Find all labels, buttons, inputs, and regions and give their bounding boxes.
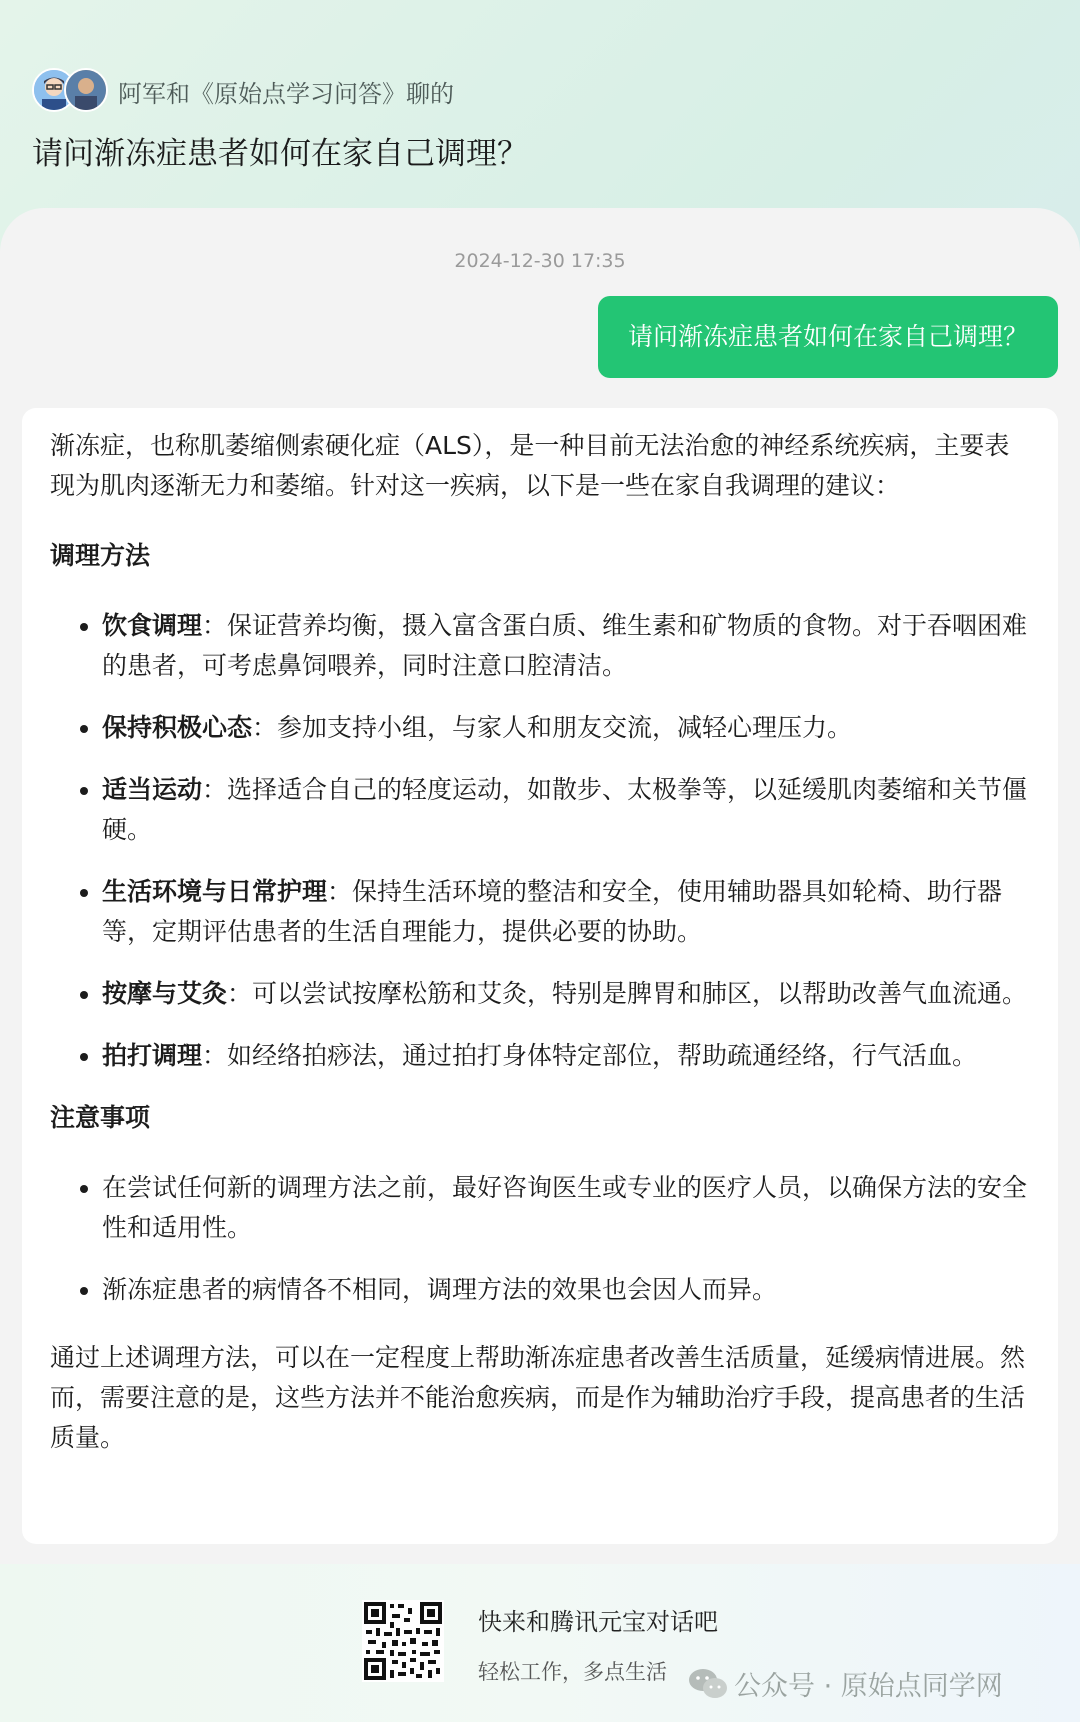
user-message-bubble[interactable]: 请问渐冻症患者如何在家自己调理？ <box>598 296 1058 378</box>
item-term: 拍打调理 <box>102 1041 203 1070</box>
item-text: ：保证营养均衡，摄入富含蛋白质、维生素和矿物质的食物。对于吞咽困难的患者，可考虑鼻饲喂养，同时注意口腔清洁。 <box>102 611 1028 680</box>
list-item: • 在尝试任何新的调理方法之前，最好咨询医生或专业的医疗人员，以确保方法的安全性和适用性。 <box>102 1168 1028 1248</box>
answer-intro: 渐冻症，也称肌萎缩侧索硬化症（ALS），是一种目前无法治愈的神经系统疾病，主要表现为肌肉逐渐无力和萎缩。针对这一疾病，以下是一些在家自我调理的建议： <box>50 431 1010 500</box>
account-watermark <box>688 1664 1003 1703</box>
promo-subtitle: 轻松工作，多点生活 <box>478 1660 667 1684</box>
item-term: 适当运动 <box>102 775 203 804</box>
section-heading-methods: 调理方法 <box>50 541 151 570</box>
list-item: • 渐冻症患者的病情各不相同，调理方法的效果也会因人而异。 <box>102 1270 1028 1310</box>
avatar <box>64 68 108 112</box>
list-item <box>102 606 1028 686</box>
qr-code-icon <box>362 1600 444 1682</box>
item-text: ：如经络拍痧法，通过拍打身体特定部位，帮助疏通经络，行气活血。 <box>202 1041 978 1070</box>
list-item <box>102 872 1028 952</box>
item-term: 生活环境与日常护理 <box>102 877 328 906</box>
item-text: ：可以尝试按摩松筋和艾灸，特别是脾胃和肺区，以帮助改善气血流通。 <box>227 979 1028 1008</box>
answer-conclusion: 通过上述调理方法，可以在一定程度上帮助渐冻症患者改善生活质量，延缓病情进展。然而，需要注意的是，这些方法并不能治愈疾病，而是作为辅助治疗手段，提高患者的生活质量。 <box>50 1343 1026 1452</box>
message-timestamp: 2024-12-30 17:35 <box>454 250 626 272</box>
item-text: ：保持生活环境的整洁和安全，使用辅助器具如轮椅、助行器等，定期评估患者的生活自理能力，提供必要的协助。 <box>102 877 1003 946</box>
chat-header <box>0 0 1080 220</box>
item-term: 保持积极心态 <box>102 713 253 742</box>
methods-list <box>50 606 1028 1076</box>
wechat-icon <box>688 1667 728 1701</box>
chat-meta: 阿军和《原始点学习问答》聊的 <box>118 80 454 108</box>
list-item <box>102 708 1028 748</box>
section-heading-notes: 注意事项 <box>50 1103 151 1132</box>
notes-list <box>50 1168 1028 1310</box>
promo-title: 快来和腾讯元宝对话吧 <box>478 1608 718 1636</box>
list-item <box>102 974 1028 1014</box>
list-item <box>102 1036 1028 1076</box>
assistant-answer <box>22 408 1058 1544</box>
list-item <box>102 770 1028 850</box>
item-term: 饮食调理 <box>102 611 203 640</box>
watermark-text: 公众号 · 原始点同学网 <box>734 1671 1003 1702</box>
item-text: ：选择适合自己的轻度运动，如散步、太极拳等，以延缓肌肉萎缩和关节僵硬。 <box>102 775 1028 844</box>
item-text: ：参加支持小组，与家人和朋友交流，减轻心理压力。 <box>252 713 853 742</box>
item-term: 按摩与艾灸 <box>102 979 228 1008</box>
promo-footer <box>0 1564 1080 1722</box>
conversation-panel <box>0 208 1080 1564</box>
page-title: 请问渐冻症患者如何在家自己调理？ <box>32 136 528 172</box>
participant-avatars <box>32 68 112 112</box>
